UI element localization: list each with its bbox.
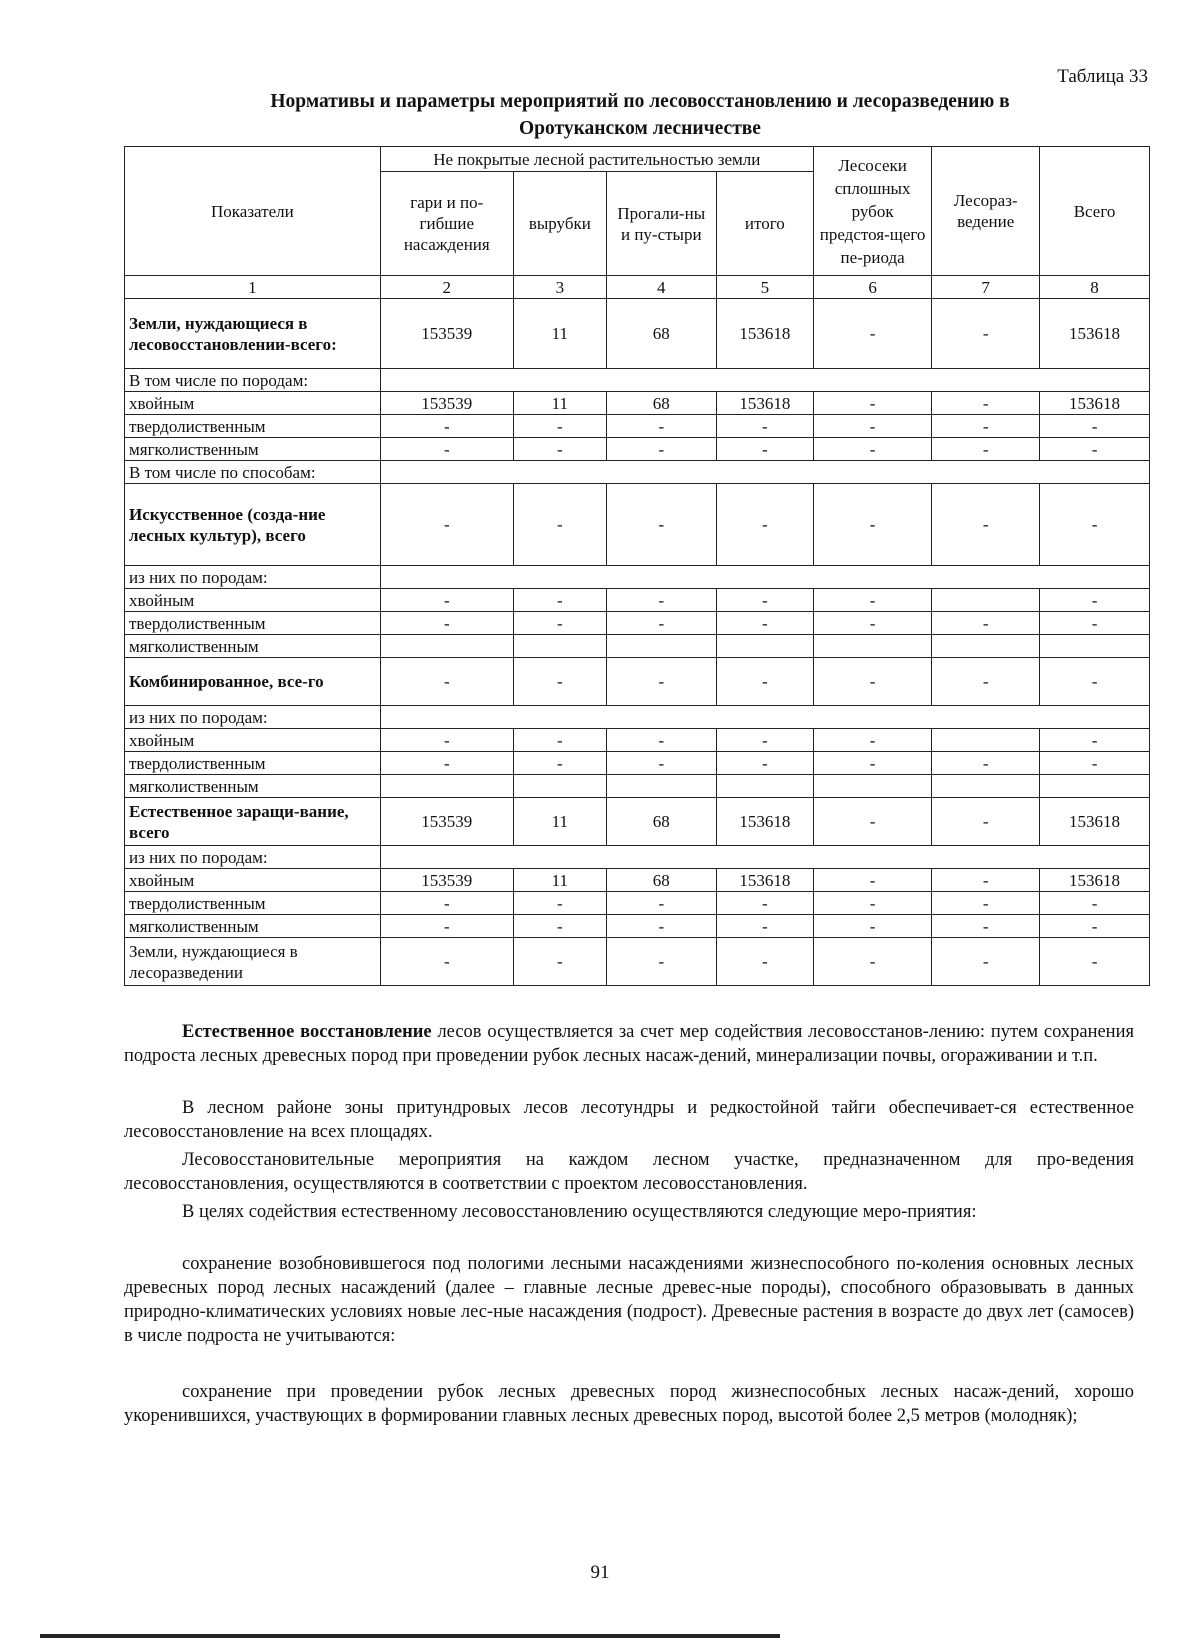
row-label: Естественное заращи-вание, всего	[125, 798, 381, 846]
paragraph-2: В лесном районе зоны притундровых лесов лесотундры и редкостойной тайги обеспечивает-ся естественное лесовосстановление на всех площадях.	[124, 1098, 1134, 1142]
row-label: из них по породам:	[125, 846, 381, 869]
row-label: мягколиственным	[125, 438, 381, 461]
empty-span-cell	[380, 846, 1149, 869]
row-label: Земли, нуждающиеся в лесовосстановлении-всего:	[125, 299, 381, 369]
value-cell: -	[513, 658, 606, 706]
value-cell	[716, 775, 813, 798]
value-cell: -	[380, 915, 513, 938]
value-cell: 153618	[1040, 798, 1150, 846]
value-cell: -	[380, 484, 513, 566]
value-cell: -	[813, 415, 931, 438]
value-cell: -	[932, 938, 1040, 986]
value-cell	[716, 635, 813, 658]
value-cell: 68	[606, 869, 716, 892]
header-subtotal: итого	[716, 172, 813, 276]
column-number-cell: 6	[813, 276, 931, 299]
table-row	[125, 846, 1150, 869]
value-cell	[380, 775, 513, 798]
row-label: хвойным	[125, 589, 381, 612]
bottom-rule	[40, 1634, 780, 1638]
value-cell: -	[1040, 415, 1150, 438]
value-cell: 11	[513, 798, 606, 846]
header-indicators: Показатели	[125, 147, 381, 276]
value-cell: -	[932, 869, 1040, 892]
value-cell: -	[606, 438, 716, 461]
table-row	[125, 566, 1150, 589]
table-row	[125, 484, 1150, 566]
paragraph-1-text: лесов осуществляется за счет мер содействия лесовосстанов-лению: путем сохранения подроста лесных древесных пород при проведении рубок лесных насаж-дений, минерализации почвы, огораживании и т.п.	[124, 1022, 1134, 1066]
value-cell	[813, 775, 931, 798]
value-cell: 153618	[1040, 299, 1150, 369]
value-cell: -	[1040, 484, 1150, 566]
value-cell: 11	[513, 392, 606, 415]
value-cell: -	[606, 729, 716, 752]
paragraph-5: сохранение возобновившегося под пологими лесными насаждениями жизнеспособного по-коления основных лесных древесных пород лесных насаждений (далее – главные лесные древес-ные породы), способного образовывать в данных природно-климатических условиях новые лес-ные насаждения (подрост). Древесные растения в возрасте до двух лет (самосев) в числе подроста не учитываются:	[124, 1254, 1134, 1346]
header-clearcut-areas: Лесосеки сплошных рубок предстоя-щего пе-риода	[813, 147, 931, 276]
row-label: из них по породам:	[125, 566, 381, 589]
table-row	[125, 612, 1150, 635]
table-row	[125, 915, 1150, 938]
column-number-cell: 8	[1040, 276, 1150, 299]
column-number-cell: 5	[716, 276, 813, 299]
value-cell: -	[932, 438, 1040, 461]
value-cell: -	[932, 798, 1040, 846]
value-cell: -	[716, 915, 813, 938]
value-cell	[513, 775, 606, 798]
table-row	[125, 589, 1150, 612]
page-number: 91	[590, 1562, 610, 1583]
value-cell: -	[380, 658, 513, 706]
value-cell: -	[606, 752, 716, 775]
value-cell	[932, 775, 1040, 798]
table-number: Таблица 33	[1057, 66, 1148, 87]
value-cell: -	[813, 438, 931, 461]
table-row	[125, 892, 1150, 915]
row-label: В том числе по способам:	[125, 461, 381, 484]
value-cell: -	[1040, 752, 1150, 775]
paragraph-6: сохранение при проведении рубок лесных древесных пород жизнеспособных лесных насаж-дений, хорошо укоренившихся, участвующих в формировании главных лесных древесных пород, высотой более 2,5 метров (молодняк);	[124, 1382, 1134, 1426]
table-row	[125, 461, 1150, 484]
value-cell	[932, 635, 1040, 658]
value-cell	[380, 635, 513, 658]
table-row	[125, 706, 1150, 729]
value-cell: -	[813, 892, 931, 915]
value-cell: -	[380, 892, 513, 915]
row-label: мягколиственным	[125, 635, 381, 658]
value-cell: -	[813, 798, 931, 846]
value-cell: -	[513, 729, 606, 752]
value-cell: -	[932, 612, 1040, 635]
row-label: твердолиственным	[125, 892, 381, 915]
value-cell: -	[932, 299, 1040, 369]
header-burned: гари и по-гибшие насаждения	[380, 172, 513, 276]
value-cell: -	[513, 484, 606, 566]
table-row	[125, 869, 1150, 892]
row-label: твердолиственным	[125, 752, 381, 775]
value-cell: -	[513, 752, 606, 775]
value-cell	[1040, 775, 1150, 798]
value-cell: 68	[606, 299, 716, 369]
row-label: мягколиственным	[125, 775, 381, 798]
header-cuttings: вырубки	[513, 172, 606, 276]
column-number-cell: 4	[606, 276, 716, 299]
row-label: В том числе по породам:	[125, 369, 381, 392]
table-row	[125, 438, 1150, 461]
value-cell: -	[716, 612, 813, 635]
row-label: из них по породам:	[125, 706, 381, 729]
value-cell: 153539	[380, 798, 513, 846]
value-cell: 153618	[1040, 392, 1150, 415]
title-line-2: Оротуканском лесничестве	[519, 118, 761, 139]
title-line-1: Нормативы и параметры мероприятий по лесовосстановлению и лесоразведению в	[270, 91, 1010, 112]
value-cell: -	[1040, 938, 1150, 986]
column-numbers-row	[125, 276, 1150, 299]
value-cell: -	[716, 658, 813, 706]
value-cell: -	[513, 438, 606, 461]
table-row	[125, 658, 1150, 706]
value-cell: 11	[513, 869, 606, 892]
empty-span-cell	[380, 706, 1149, 729]
row-label: Земли, нуждающиеся в лесоразведении	[125, 938, 381, 986]
value-cell: -	[606, 892, 716, 915]
value-cell	[606, 775, 716, 798]
value-cell: -	[716, 752, 813, 775]
header-total: Всего	[1040, 147, 1150, 276]
value-cell: -	[606, 415, 716, 438]
value-cell: -	[380, 612, 513, 635]
value-cell: -	[380, 415, 513, 438]
value-cell: -	[813, 938, 931, 986]
row-label: твердолиственным	[125, 612, 381, 635]
value-cell: -	[716, 729, 813, 752]
value-cell: -	[716, 892, 813, 915]
value-cell: -	[932, 752, 1040, 775]
value-cell: -	[513, 612, 606, 635]
value-cell: -	[513, 589, 606, 612]
value-cell: -	[932, 484, 1040, 566]
value-cell	[1040, 635, 1150, 658]
value-cell: -	[1040, 658, 1150, 706]
value-cell: -	[1040, 915, 1150, 938]
value-cell	[513, 635, 606, 658]
value-cell: -	[1040, 729, 1150, 752]
value-cell	[813, 635, 931, 658]
column-number-cell: 7	[932, 276, 1040, 299]
value-cell: -	[932, 658, 1040, 706]
value-cell: -	[513, 938, 606, 986]
value-cell: -	[813, 658, 931, 706]
table-row	[125, 299, 1150, 369]
value-cell: -	[606, 589, 716, 612]
value-cell: -	[813, 752, 931, 775]
value-cell: -	[813, 915, 931, 938]
header-afforestation: Лесораз-ведение	[932, 147, 1040, 276]
table-row	[125, 635, 1150, 658]
value-cell: 153539	[380, 869, 513, 892]
value-cell	[932, 729, 1040, 752]
value-cell: 68	[606, 798, 716, 846]
value-cell: -	[380, 938, 513, 986]
value-cell	[606, 635, 716, 658]
value-cell: -	[716, 938, 813, 986]
value-cell: -	[380, 589, 513, 612]
paragraph-1-bold: Естественное восстановление	[182, 1022, 432, 1042]
value-cell: -	[932, 892, 1040, 915]
table-row	[125, 775, 1150, 798]
value-cell: -	[1040, 438, 1150, 461]
value-cell: -	[606, 484, 716, 566]
value-cell: -	[813, 484, 931, 566]
norms-table	[124, 146, 1150, 986]
value-cell: -	[513, 415, 606, 438]
value-cell: -	[813, 589, 931, 612]
value-cell: -	[932, 915, 1040, 938]
table-row	[125, 938, 1150, 986]
row-label: твердолиственным	[125, 415, 381, 438]
value-cell: 153618	[716, 798, 813, 846]
value-cell: -	[716, 415, 813, 438]
header-glades: Прогали-ны и пу-стыри	[606, 172, 716, 276]
value-cell: -	[813, 299, 931, 369]
value-cell: 68	[606, 392, 716, 415]
row-label: Комбинированное, все-го	[125, 658, 381, 706]
value-cell: -	[716, 589, 813, 612]
column-number-cell: 1	[125, 276, 381, 299]
value-cell: 153618	[716, 869, 813, 892]
paragraph-3: Лесовосстановительные мероприятия на каждом лесном участке, предназначенном для про-ведения лесовосстановления, осуществляются в соответствии с проектом лесовосстановления.	[124, 1150, 1134, 1194]
value-cell: 153618	[716, 392, 813, 415]
value-cell: -	[932, 415, 1040, 438]
value-cell: -	[1040, 892, 1150, 915]
value-cell: -	[932, 392, 1040, 415]
row-label: мягколиственным	[125, 915, 381, 938]
value-cell: -	[813, 612, 931, 635]
empty-span-cell	[380, 461, 1149, 484]
value-cell	[932, 589, 1040, 612]
table-row	[125, 415, 1150, 438]
value-cell: -	[513, 915, 606, 938]
paragraph-4: В целях содействия естественному лесовосстановлению осуществляются следующие меро-приятия:	[182, 1202, 977, 1222]
value-cell: 153618	[1040, 869, 1150, 892]
header-uncovered-lands: Не покрытые лесной растительностью земли	[380, 147, 813, 172]
table-row	[125, 392, 1150, 415]
column-number-cell: 3	[513, 276, 606, 299]
value-cell: -	[380, 438, 513, 461]
empty-span-cell	[380, 566, 1149, 589]
value-cell: 153618	[716, 299, 813, 369]
value-cell: -	[813, 392, 931, 415]
value-cell: 153539	[380, 392, 513, 415]
empty-span-cell	[380, 369, 1149, 392]
column-number-cell: 2	[380, 276, 513, 299]
table-row	[125, 729, 1150, 752]
row-label: хвойным	[125, 729, 381, 752]
table-row	[125, 798, 1150, 846]
value-cell: 153539	[380, 299, 513, 369]
value-cell: -	[513, 892, 606, 915]
table-title	[125, 88, 1155, 142]
value-cell: -	[380, 729, 513, 752]
table-row	[125, 752, 1150, 775]
row-label: хвойным	[125, 869, 381, 892]
value-cell: -	[606, 938, 716, 986]
row-label: хвойным	[125, 392, 381, 415]
value-cell: -	[606, 915, 716, 938]
row-label: Искусственное (созда-ние лесных культур), всего	[125, 484, 381, 566]
value-cell: -	[813, 869, 931, 892]
value-cell: -	[1040, 612, 1150, 635]
value-cell: -	[380, 752, 513, 775]
value-cell: -	[716, 484, 813, 566]
value-cell: -	[813, 729, 931, 752]
value-cell: -	[606, 658, 716, 706]
value-cell: -	[1040, 589, 1150, 612]
value-cell: -	[606, 612, 716, 635]
value-cell: 11	[513, 299, 606, 369]
paragraph-1	[124, 1020, 1134, 1068]
value-cell: -	[716, 438, 813, 461]
table-row	[125, 369, 1150, 392]
table-body	[125, 299, 1150, 986]
